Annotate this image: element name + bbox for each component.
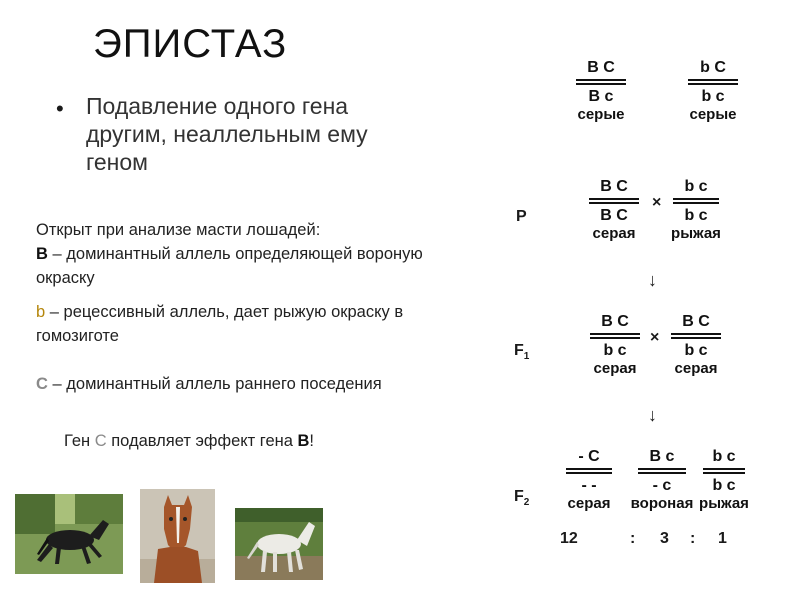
- genotype-bottom: - -: [581, 477, 597, 494]
- genotype-bottom: b c: [701, 88, 725, 105]
- chromosome-line: [688, 83, 738, 85]
- black-horse-photo: [15, 494, 123, 574]
- ratio-separator: :: [630, 530, 636, 547]
- genotype-F1-left: [590, 312, 640, 377]
- chromosome-line: [671, 337, 721, 339]
- genotype-bottom: b c: [603, 342, 627, 359]
- phenotype-label: серые: [689, 106, 737, 123]
- genotype-top-right: [688, 58, 738, 123]
- phenotype-label: серая: [593, 360, 637, 377]
- phenotype-label: серые: [577, 106, 625, 123]
- slide-title: ЭПИСТАЗ: [93, 22, 288, 66]
- generation-subscript: 2: [523, 497, 530, 509]
- generation-P-label: P: [516, 208, 527, 225]
- chestnut-horse-photo: [140, 489, 215, 583]
- intro-line: Открыт при анализе масти лошадей:: [36, 221, 321, 239]
- ratio-value: 1: [718, 530, 727, 547]
- generation-letter: F: [514, 342, 524, 359]
- cross-symbol: ×: [652, 194, 662, 211]
- chromosome-line: [566, 472, 612, 474]
- dominant-c-paragraph: [36, 372, 486, 396]
- chromosome-line: [688, 79, 738, 81]
- generation-subscript: 1: [523, 351, 530, 363]
- genotype-top: B c: [649, 448, 675, 465]
- gene-note-prefix: Ген: [64, 432, 95, 450]
- generation-F2-label: [514, 488, 529, 508]
- chromosome-line: [566, 468, 612, 470]
- genotype-top: B C: [601, 313, 629, 330]
- ratio-separator: :: [690, 530, 696, 547]
- arrow-down-icon: ↓: [648, 405, 657, 425]
- allele-B-letter: B: [36, 245, 48, 263]
- genotype-bottom: B C: [600, 207, 628, 224]
- generation-letter: F: [514, 488, 524, 505]
- ratio-value: 3: [660, 530, 669, 547]
- chromosome-line: [673, 198, 719, 200]
- genotype-P-right: [673, 177, 719, 242]
- genotype-top-left: [576, 58, 626, 123]
- phenotype-label: рыжая: [699, 495, 749, 512]
- allele-C-text: – доминантный аллель раннего поседения: [47, 375, 382, 393]
- gene-note-suffix: !: [309, 432, 315, 450]
- chromosome-line: [589, 198, 639, 200]
- gene-note-b: B: [297, 432, 310, 450]
- genotype-P-left: [589, 177, 639, 242]
- genotype-bottom: B c: [588, 88, 614, 105]
- genotype-F2-grey: [566, 447, 612, 512]
- allele-b-text: – рецессивный аллель, дает рыжую окраску в гомозиготе: [36, 303, 404, 345]
- genotype-top: B C: [600, 178, 628, 195]
- phenotype-label: рыжая: [671, 225, 721, 242]
- genotype-top: B C: [587, 59, 615, 76]
- chromosome-line: [703, 468, 745, 470]
- genotype-top: - C: [578, 448, 600, 465]
- allele-B-text: – доминантный аллель определяющей вороную окраску: [36, 245, 423, 287]
- bullet-marker: •: [56, 96, 64, 121]
- genotype-F1-right: [671, 312, 721, 377]
- genotype-top: b c: [684, 178, 708, 195]
- ratio-value: 12: [560, 530, 578, 547]
- chromosome-line: [671, 333, 721, 335]
- phenotype-label: серая: [567, 495, 611, 512]
- genotype-top: b C: [700, 59, 726, 76]
- chromosome-line: [590, 333, 640, 335]
- genotype-top: B C: [682, 313, 710, 330]
- allele-b-letter: b: [36, 303, 46, 321]
- genotype-bottom: b c: [712, 477, 736, 494]
- b-dominant-line: [36, 242, 476, 290]
- genotype-bottom: b c: [684, 342, 708, 359]
- gene-note: [64, 432, 314, 451]
- chromosome-line: [589, 202, 639, 204]
- chromosome-line: [576, 79, 626, 81]
- chromosome-line: [590, 337, 640, 339]
- genotype-bottom: b c: [684, 207, 708, 224]
- cross-symbol: ×: [650, 329, 660, 346]
- gene-note-c: C: [94, 432, 107, 450]
- chromosome-line: [576, 83, 626, 85]
- generation-F1-label: [514, 342, 529, 362]
- phenotype-label: серая: [674, 360, 718, 377]
- gene-note-middle: подавляет эффект гена: [106, 432, 298, 450]
- grey-horse-photo: [235, 508, 323, 580]
- phenotype-label: серая: [592, 225, 636, 242]
- chromosome-line: [703, 472, 745, 474]
- intro-paragraph: [36, 218, 476, 290]
- genotype-F2-chestnut: [699, 447, 749, 512]
- bullet-definition: Подавление одного гена другим, неаллельным ему геном: [86, 93, 368, 175]
- chromosome-line: [638, 472, 686, 474]
- genotype-F2-black: [630, 447, 694, 512]
- allele-C-letter: C: [36, 375, 48, 393]
- phenotype-label: вороная: [630, 495, 694, 512]
- chromosome-line: [673, 202, 719, 204]
- genotype-bottom: - c: [652, 477, 672, 494]
- genotype-top: b c: [712, 448, 736, 465]
- recessive-b-paragraph: [36, 300, 486, 348]
- arrow-down-icon: ↓: [648, 270, 657, 290]
- chromosome-line: [638, 468, 686, 470]
